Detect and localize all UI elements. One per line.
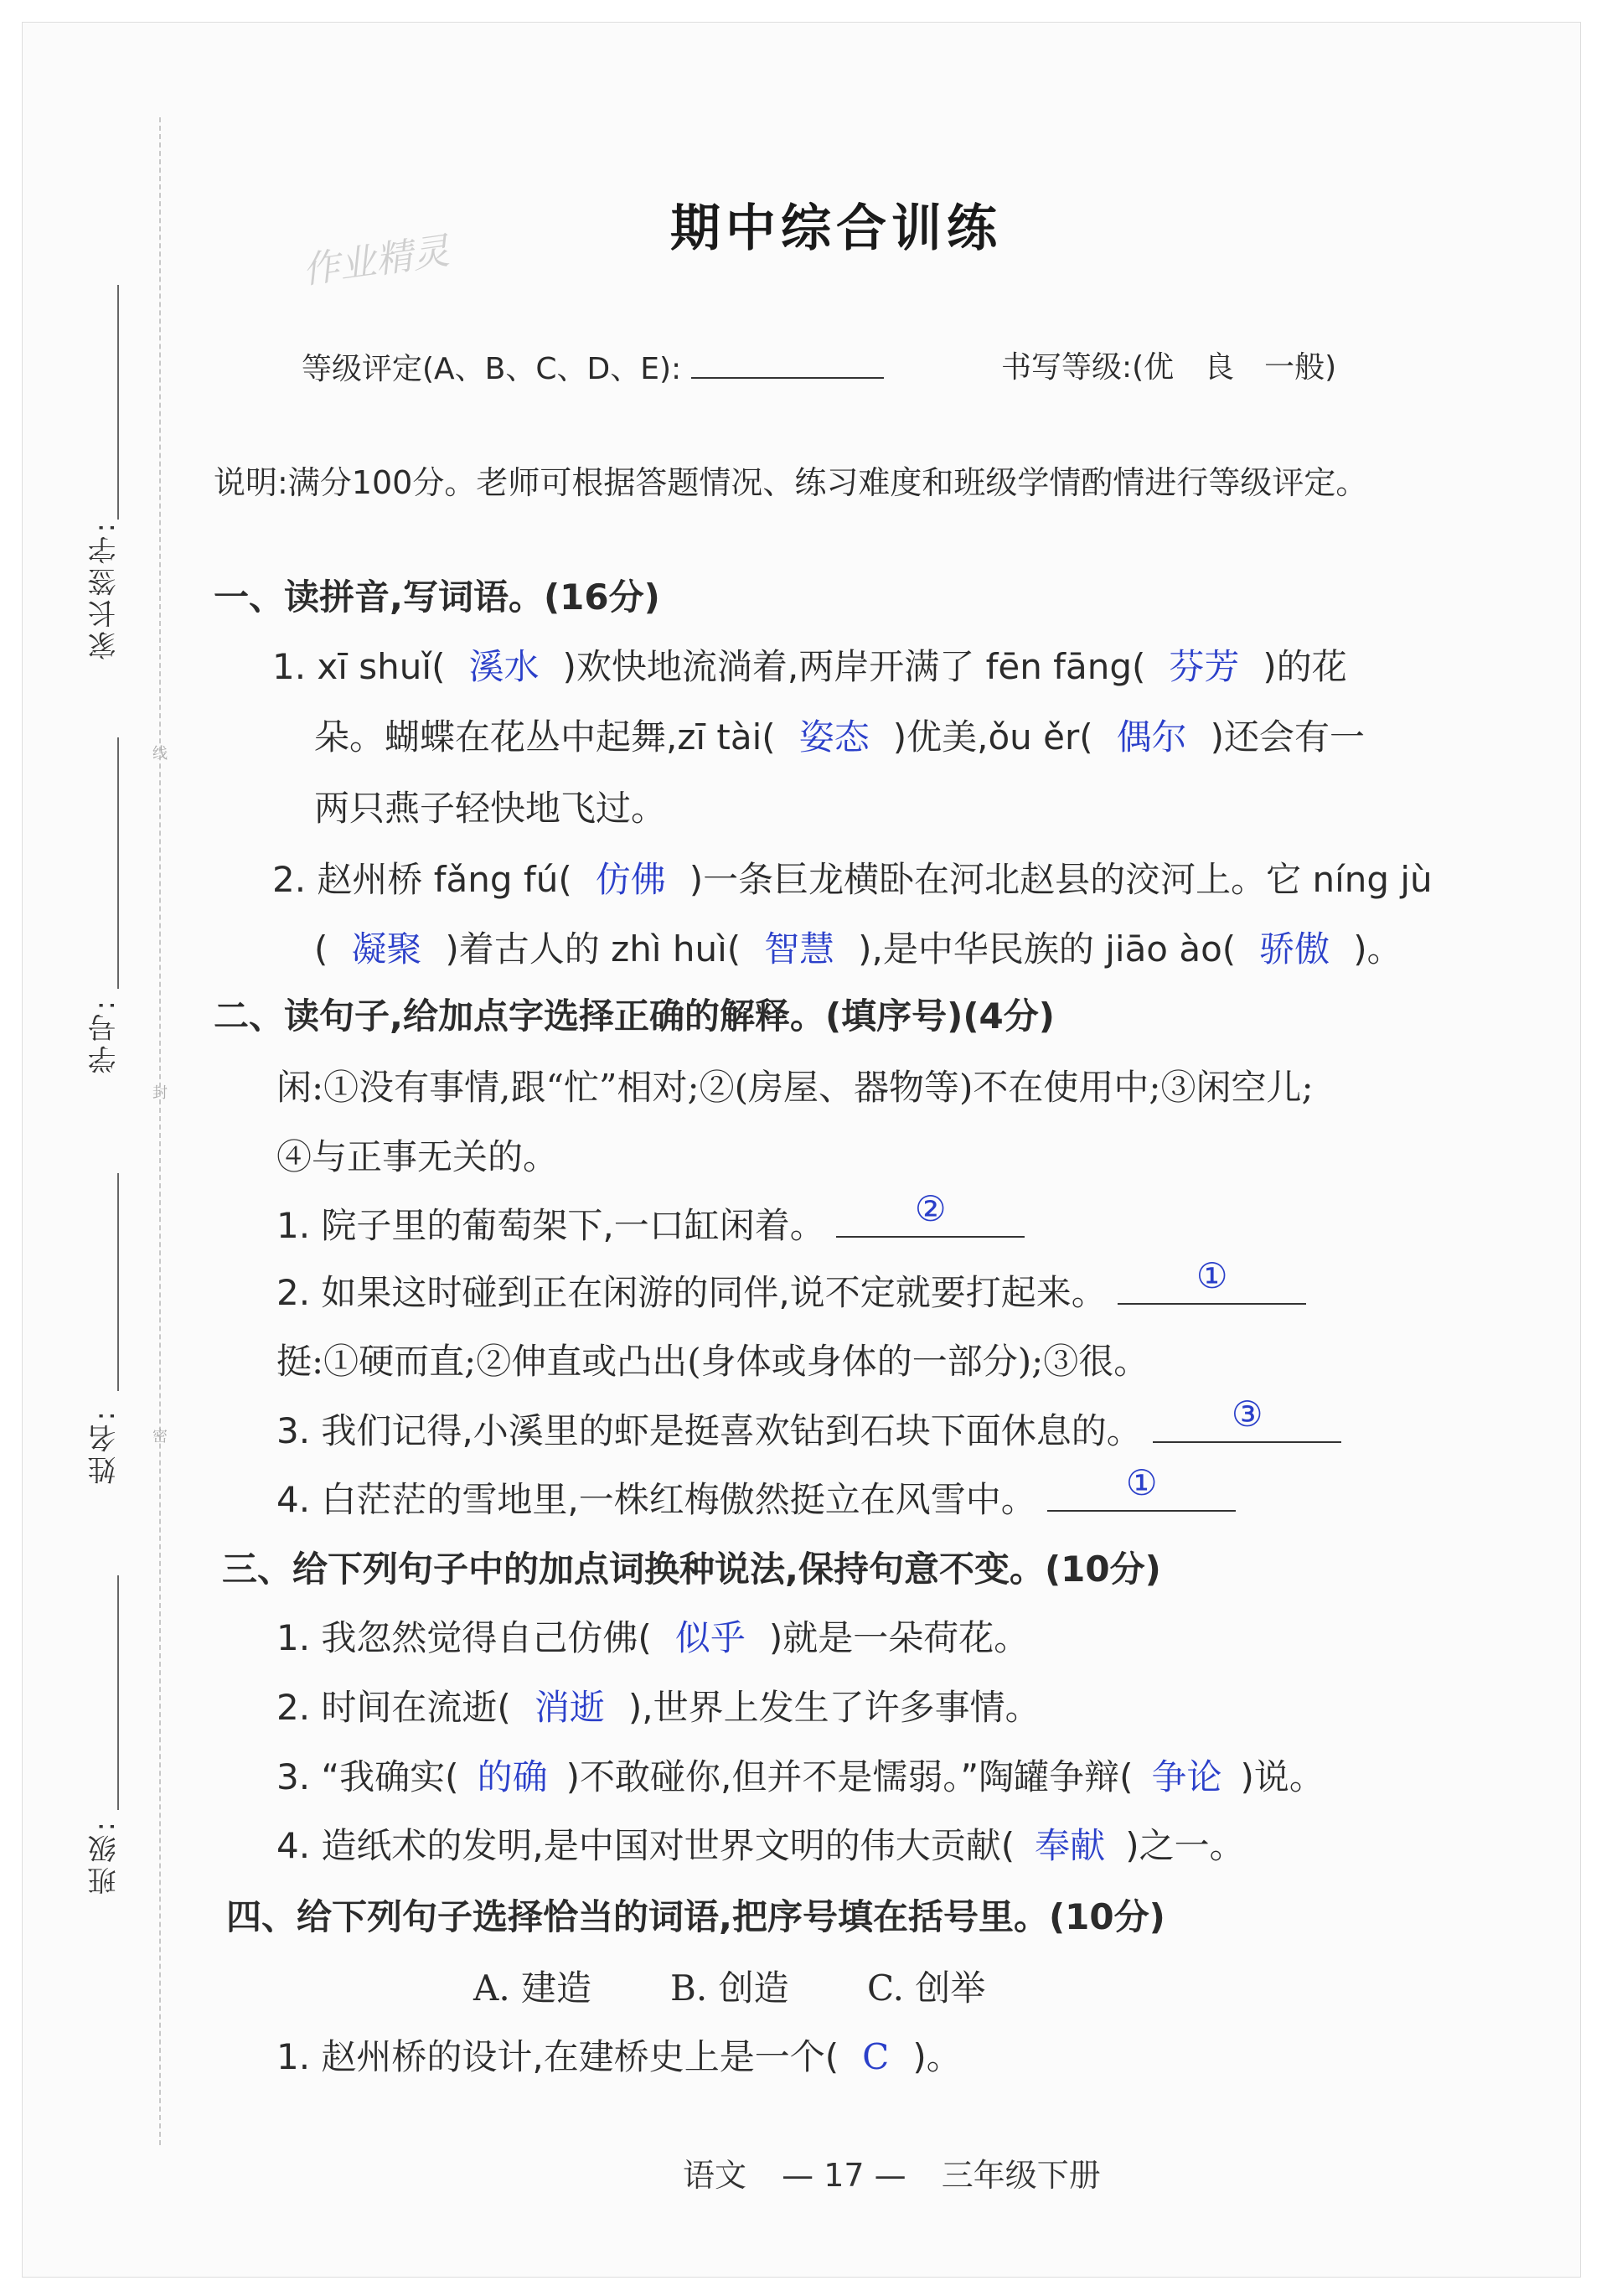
- s2-q2: 2. 如果这时碰到正在闲游的同伴,说不定就要打起来。 ①: [276, 1265, 1306, 1316]
- footer-grade: 三年级下册: [941, 2157, 1101, 2194]
- writing-grade: 书写等级:(优 良 一般): [1001, 350, 1337, 385]
- s1-line1: 1. xī shuǐ( 溪水 )欢快地流淌着,两岸开满了 fēn fāng( 芬芳 )的花: [272, 646, 1347, 687]
- answer[interactable]: C: [862, 2036, 890, 2077]
- answer[interactable]: 智慧: [764, 928, 835, 970]
- answer[interactable]: 偶尔: [1116, 716, 1187, 758]
- s2-q4: 4. 白茫茫的雪地里,一株红梅傲然挺立在风雪中。 ①: [276, 1472, 1236, 1523]
- answer[interactable]: 仿佛: [595, 859, 666, 900]
- answer-blank[interactable]: ①: [1047, 1476, 1236, 1512]
- option-b: B. 创造: [670, 1968, 789, 2009]
- page-title: 期中综合训练: [670, 199, 1002, 258]
- def-xian-1: 闲:①没有事情,跟“忙”相对;②(房屋、器物等)不在使用中;③闲空儿;: [276, 1067, 1314, 1108]
- footer-subject: 语文: [683, 2157, 747, 2194]
- s1-line5: ( 凝聚 )着古人的 zhì huì( 智慧 ),是中华民族的 jiāo ào( 骄傲 )。: [314, 928, 1402, 970]
- section3-heading: 三、给下列句子中的加点词换种说法,保持句意不变。(10分): [222, 1549, 1161, 1590]
- class-label: 班级:: [88, 1818, 121, 1895]
- answer-blank[interactable]: ③: [1153, 1408, 1341, 1443]
- answer[interactable]: 溪水: [468, 646, 540, 687]
- answer[interactable]: 消逝: [534, 1687, 605, 1728]
- s3-q3: 3. “我确实( 的确 )不敢碰你,但并不是懦弱。”陶罐争辩( 争论 )说。: [276, 1756, 1325, 1797]
- answer[interactable]: 姿态: [798, 716, 870, 758]
- answer[interactable]: 芬芳: [1169, 646, 1240, 687]
- section1-heading: 一、读拼音,写词语。(16分): [214, 577, 660, 618]
- s2-q1: 1. 院子里的葡萄架下,一口缸闲着。 ②: [276, 1198, 1025, 1249]
- def-ting: 挺:①硬而直;②伸直或凸出(身体或身体的一部分);③很。: [276, 1341, 1149, 1382]
- s2-q3: 3. 我们记得,小溪里的虾是挺喜欢钻到石块下面休息的。 ③: [276, 1404, 1341, 1454]
- cut-mark-1: 线: [152, 745, 168, 763]
- answer-blank[interactable]: ②: [836, 1202, 1025, 1238]
- section2-heading: 二、读句子,给加点字选择正确的解释。(填序号)(4分): [214, 995, 1055, 1037]
- student-no-label: 学号:: [88, 997, 121, 1074]
- grade-label: 等级评定(A、B、C、D、E):: [302, 352, 682, 386]
- answer[interactable]: 奉献: [1035, 1825, 1106, 1866]
- sign-line-2: [117, 737, 119, 989]
- section4-heading: 四、给下列句子选择恰当的词语,把序号填在括号里。(10分): [226, 1896, 1165, 1937]
- sign-line-1: [117, 285, 119, 520]
- answer-blank[interactable]: ①: [1118, 1270, 1306, 1305]
- footer: [683, 2149, 1101, 2195]
- watermark: 作业精灵: [299, 229, 452, 292]
- s1-line4: 2. 赵州桥 fǎng fú( 仿佛 )一条巨龙横卧在河北赵县的洨河上。它 níng jù: [272, 859, 1433, 900]
- sign-line-4: [117, 1575, 119, 1810]
- option-a: A. 建造: [473, 1968, 592, 2009]
- s3-q2: 2. 时间在流逝( 消逝 ),世界上发生了许多事情。: [276, 1687, 1041, 1728]
- cut-mark-3: 密: [152, 1428, 168, 1445]
- answer[interactable]: 骄傲: [1259, 928, 1330, 970]
- answer[interactable]: 争论: [1151, 1756, 1222, 1797]
- sign-line-3: [117, 1173, 119, 1391]
- answer[interactable]: 的确: [477, 1756, 548, 1797]
- answer[interactable]: 凝聚: [351, 928, 422, 970]
- def-xian-2: ④与正事无关的。: [276, 1136, 559, 1177]
- option-c: C. 创举: [867, 1968, 986, 2009]
- s3-q1: 1. 我忽然觉得自己仿佛( 似乎 )就是一朵荷花。: [276, 1617, 1030, 1658]
- name-label: 姓名:: [88, 1408, 121, 1485]
- parent-sign-label: 家长签字:: [88, 520, 121, 660]
- s4-q1: 1. 赵州桥的设计,在建桥史上是一个( C )。: [276, 2036, 962, 2077]
- grade-blank[interactable]: [691, 344, 884, 379]
- cut-mark-2: 封: [152, 1084, 168, 1102]
- answer[interactable]: 似乎: [674, 1617, 746, 1658]
- s1-line3: 两只燕子轻快地飞过。: [314, 788, 667, 829]
- instructions-note: 说明:满分100分。老师可根据答题情况、练习难度和班级学情酌情进行等级评定。: [214, 464, 1368, 501]
- cut-line: [159, 117, 161, 2145]
- grade-row: [302, 344, 884, 388]
- s3-q4: 4. 造纸术的发明,是中国对世界文明的伟大贡献( 奉献 )之一。: [276, 1825, 1245, 1866]
- footer-page-number: — 17 —: [782, 2157, 906, 2194]
- s1-line2: 朵。蝴蝶在花丛中起舞,zī tài( 姿态 )优美,ǒu ěr( 偶尔 )还会有一: [314, 716, 1366, 758]
